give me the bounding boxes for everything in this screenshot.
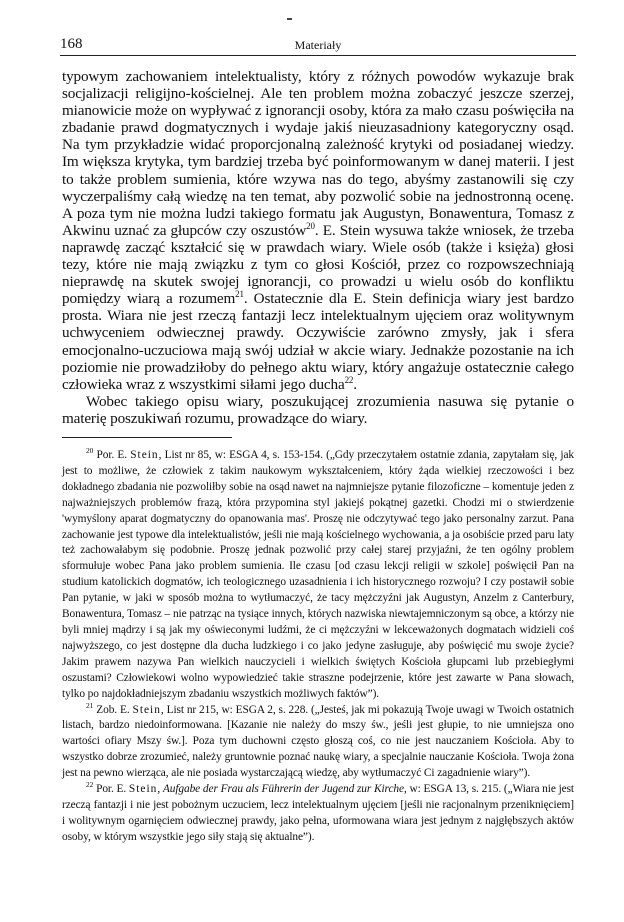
footnote-21 [62, 700, 574, 783]
footnote-text: , List nr 85, w: ESGA 4, s. 153-154. („Gdy przeczytałem ostatnie zdania, zapytałam się, jak jest to możliwe, że człowiek z takim naukowym wykształceniem, który żąda wielkiej rzeczowości i bez dokładnego zbadania nie pozwoliłby sobie na osąd nawet na najmniejsze pytanie filozoficzne – komentuje jeden z najważniejszych problemów frazą, która przypomina styl jakiejś pokątnej gazetki. Chodzi mi o stwierdzenie 'wymyślony aparat dogmatyczny do opanowania mas'. Proszę nie odczytywać tego jako personalny zarzut. Pana zachowanie jest typowe dla intelektualistów, jeśli nie mają kościelnego wychowania, a ja osobiście przed paru laty też zachowałabym się podobnie. Proszę jednak pozwolić przy całej starej przyjaźni, że ten ogólny problem sformułuje wobec Pana jako problem sumienia. Ile czasu [od czasu lekcji religii w szkole] poświęcił Pan na studium katolickich dogmatów, ich teologicznego uzasadnienia i ich historycznego rozwoju? I czy postawił sobie Pan pytanie, w jaki w sposób można to wytłumaczyć, że tacy mężczyźni jak Augustyn, Anzelm z Canterbury, Bonawentura, Tomasz – nie patrząc na tysiące innych, których nazwiska niewtajemniczonym są obce, a którzy nie byli mniej mądrzy i są jak my oświeconymi ludźmi, że ci mężczyźni w lekceważonych dogmatach widzieli coś najwyższego, co jest dostępne dla ducha ludzkiego i co jako jedyne zasługuje, aby poświęcić mu swoje życie? Jakim prawem nazywa Pan wielkich nauczycieli i wielkich świętych Kościoła głupcami lub przebiegłymi oszustami? Człowiekowi wolno wypowiedzieć takie straszne podejrzenie, które jest zawarte w Pana słowach, tylko po najdokładniejszym zbadaniu wszystkich możliwych faktów”). [62, 449, 574, 700]
text-run: . E. Stein wysuwa także wniosek, że trzeba naprawdę zacząć kształcić się w prawdach wiary. Wiele osób (także i księża) głosi tezy, które nie mają związku z tym co głosi Kościół, przez co rozpowszechniają nieprawdę na skutek swojej ignorancji, co prowadzi u wielu osób do konfliktu pomiędzy wiarą a rozumem [62, 221, 574, 308]
footnote-work-title: Aufgabe der Frau als Führerin der Jugend zur Kirche [162, 783, 404, 796]
paragraph [62, 68, 574, 393]
footnote-22 [62, 782, 574, 846]
footnote-author: Stein [130, 449, 159, 461]
footnote-prefix: Por. E. [93, 783, 129, 796]
text-run: . [353, 375, 357, 393]
footnote-text: , w: ESGA 13, s. 215. („Wiara nie jest rzeczą fantazji i nie jest pobożnym uczuciem, lecz intelektualnym ujęciem [jeśli nie racjonalnym przeniknięciem] i wolitywnym ogarnięciem odwiecznej prawdy, jako pełna, uformowana wiara jest jednym z najgłębszych aktów osoby, w którym wszystkie jego siły stają się aktualne”). [62, 783, 574, 843]
footnotes [62, 448, 574, 846]
footnote-author: Stein [128, 783, 158, 796]
main-text [62, 68, 574, 427]
footnote-separator [62, 437, 232, 438]
running-title: Materiały [294, 38, 342, 52]
footnote-number: 22 [86, 780, 94, 790]
footnote-ref[interactable]: 20 [306, 220, 315, 231]
footnote-number: 20 [86, 446, 94, 455]
page-number: 168 [60, 36, 83, 52]
footnote-ref[interactable]: 21 [235, 289, 244, 300]
footnote-ref[interactable]: 22 [344, 374, 354, 385]
footnote-prefix: Por. E. [93, 449, 131, 461]
paragraph: Wobec takiego opisu wiary, poszukującej zrozumienia nasuwa się pytanie o materię poszukiwań rozumu, prowadzące do wiary. [62, 392, 574, 427]
footnote-number: 21 [86, 700, 94, 710]
text-run: . Ostatecznie dla E. Stein definicja wiary jest bardzo prosta. Wiara nie jest rzeczą fantazji lecz intelektualnym ujęciem oraz wolitywnym uchwyceniem odwiecznej prawdy. Oczywiście zarówno zmysły, jak i sfera emocjonalno-uczuciowa mają swój udział w akcie wiary. Jednakże pozostanie na ich poziomie nie prowadziłoby do pełnego aktu wiary, który angażuje ostatecznie całego człowieka wraz z wszystkimi siłami jego ducha [62, 290, 574, 393]
footnote-sep: , [157, 783, 163, 796]
text-run: typowym zachowaniem intelektualisty, który z różnych powodów wykazuje brak socjalizacji religijno-kościelnej. Ale ten problem można zobaczyć jeszcze szerzej, mianowicie może on wypływać z ignorancji osoby, która za mało czasu poświęciła na zbadanie prawd dogmatycznych i wydaje jakiś nieuzasadniony kategoryczny osąd. Na tym przykładzie widać proporcjonalną zależność krytyki od posiadanej wiedzy. Im większa krytyka, tym bardziej trzeba być poinformowanym w danej materii. I jest to także problem sumienia, które wzywa nas do tego, abyśmy zastanowili się czy wyczerpaliśmy całą wiedzę na ten temat, aby pozwolić sobie na jednostronną ocenę. A poza tym nie można ludzi takiego formatu jak Augustyn, Bonawentura, Tomasz z Akwinu uznać za głupców czy oszustów [62, 68, 574, 239]
page-header [60, 34, 576, 54]
header-rule [60, 55, 576, 56]
footnote-prefix: Zob. E. [93, 703, 133, 716]
footnote-text: , List nr 215, w: ESGA 2, s. 228. („Jesteś, jak mi pokazują Twoje uwagi w Twoich ostatnich listach, bardzo niedoinformowana. [Kazanie nie należy do mszy św., jeśli jest głupie, to nie umniejsza ono wartości ofiary Mszy św.]. Poza tym duchowni często głoszą coś, co nie jest nauczaniem Kościoła. Aby to wszystko dobrze zrozumieć, należy gruntownie poznać naukę wiary, a specjalnie nauczanie Kościoła. Twoja żona jest na pewno wierząca, ale nie posiada wystarczającą wiedzę, aby wytłumaczyć Ci zagadnienie wiary”). [62, 703, 574, 780]
print-mark [287, 18, 292, 20]
footnote-author: Stein [132, 703, 161, 716]
footnote-20 [62, 448, 574, 703]
